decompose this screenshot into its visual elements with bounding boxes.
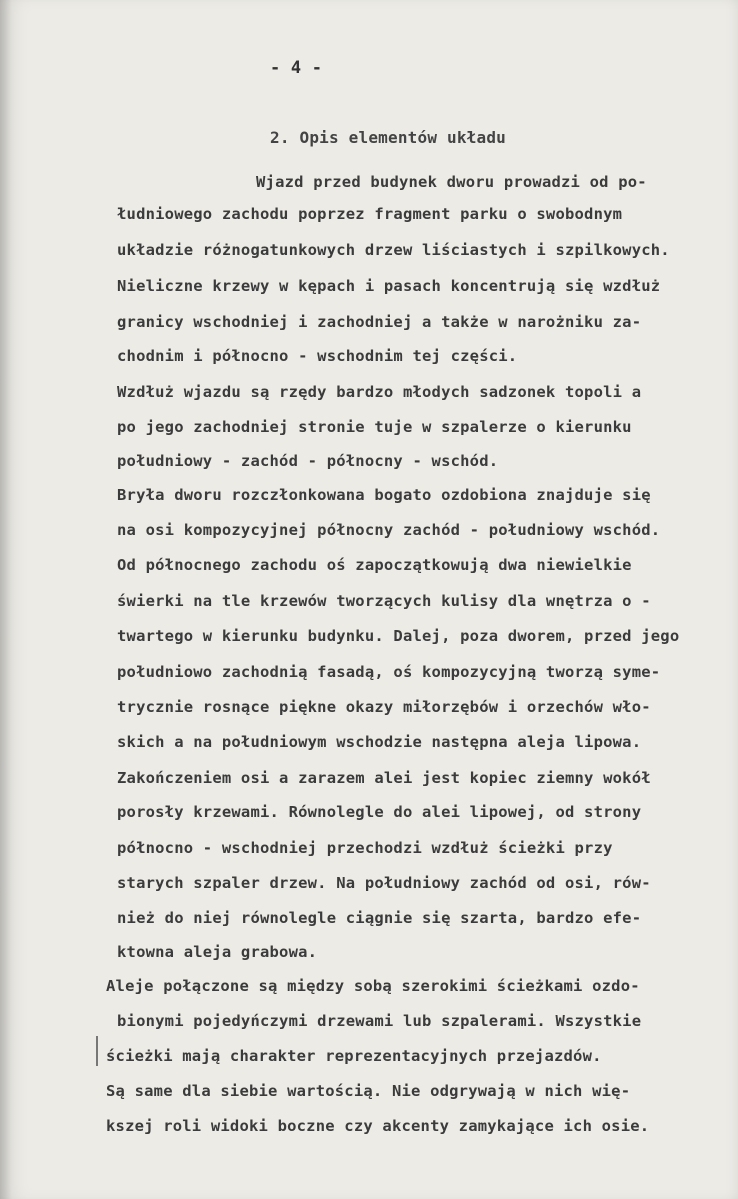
section-heading: 2. Opis elementów układu (270, 128, 506, 147)
text-line: po jego zachodniej stronie tuje w szpalerze o kierunku (117, 418, 632, 436)
text-line: ścieżki mają charakter reprezentacyjnych przejazdów. (106, 1047, 602, 1065)
text-line: Od północnego zachodu oś zapoczątkowują dwa niewielkie (117, 556, 632, 574)
page-number: - 4 - (270, 58, 323, 78)
text-line: starych szpaler drzew. Na południowy zachód od osi, rów- (117, 874, 651, 892)
text-line: Wzdłuż wjazdu są rzędy bardzo młodych sadzonek topoli a (117, 383, 642, 401)
text-line: Nieliczne krzewy w kępach i pasach koncentrują się wzdłuż (117, 277, 661, 295)
text-line: granicy wschodniej i zachodniej a także w narożniku za- (117, 313, 642, 331)
text-line: Aleje połączone są między sobą szerokimi ścieżkami ozdo- (106, 977, 640, 995)
text-line: porosły krzewami. Równolegle do alei lipowej, od strony (117, 803, 642, 821)
text-line: południowo zachodnią fasadą, oś kompozycyjną tworzą syme- (117, 663, 661, 681)
text-line: północno - wschodniej przechodzi wzdłuż ścieżki przy (117, 839, 613, 857)
text-line: Zakończeniem osi a zarazem alei jest kopiec ziemny wokół (117, 769, 651, 787)
text-line: bionymi pojedyńczymi drzewami lub szpalerami. Wszystkie (117, 1012, 642, 1030)
text-line: Wjazd przed budynek dworu prowadzi od po- (256, 173, 647, 191)
text-line: twartego w kierunku budynku. Dalej, poza dworem, przed jego (117, 627, 680, 645)
text-line: południowy - zachód - północny - wschód. (117, 452, 499, 470)
text-line: nież do niej równolegle ciągnie się szarta, bardzo efe- (117, 909, 642, 927)
text-line: Bryła dworu rozczłonkowana bogato ozdobiona znajduje się (117, 486, 651, 504)
text-line: trycznie rosnące piękne okazy miłorzębów i orzechów wło- (117, 698, 651, 716)
text-line: Są same dla siebie wartością. Nie odgrywają w nich wię- (106, 1082, 631, 1100)
text-line: kszej roli widoki boczne czy akcenty zamykające ich osie. (106, 1117, 650, 1135)
text-line: układzie różnogatunkowych drzew liściastych i szpilkowych. (117, 241, 670, 259)
text-line: ktowna aleja grabowa. (117, 943, 318, 961)
text-line: świerki na tle krzewów tworzących kulisy dla wnętrza o - (117, 592, 651, 610)
text-line: chodnim i północno - wschodnim tej części. (117, 347, 518, 365)
text-line: łudniowego zachodu poprzez fragment parku o swobodnym (117, 205, 623, 223)
text-line: skich a na południowym wschodzie następna aleja lipowa. (117, 733, 642, 751)
text-line: na osi kompozycyjnej północny zachód - południowy wschód. (117, 521, 661, 539)
